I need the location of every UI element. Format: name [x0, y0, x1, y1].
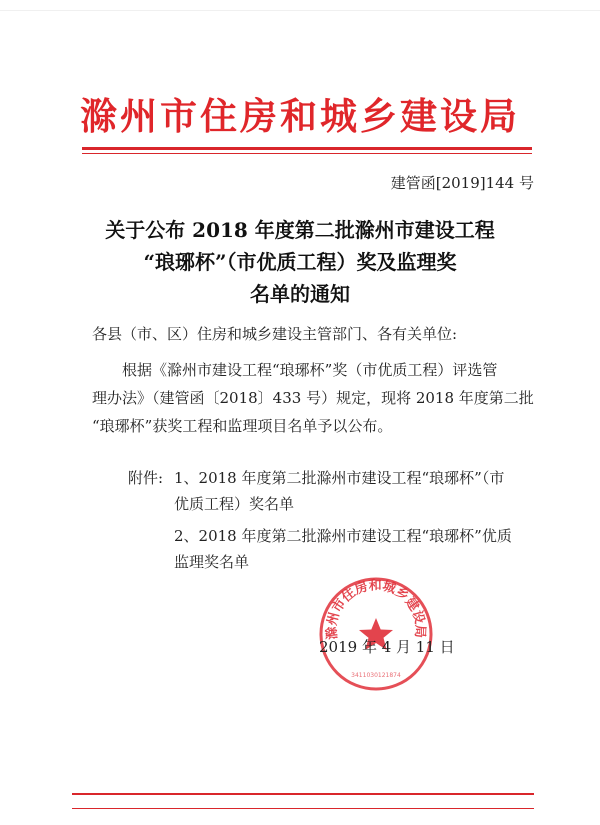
organization-header: 滁州市住房和城乡建设局 [80, 95, 520, 138]
addressee: 各县（市、区）住房和城乡建设主管部门、各有关单位: [92, 325, 458, 343]
title-line-1: 关于公布 2018 年度第二批滁州市建设工程 [105, 218, 495, 242]
title-line-2: “琅琊杯”（市优质工程）奖及监理奖 [143, 250, 457, 274]
attachments-list [128, 465, 512, 575]
attachment-item-1: 1、2018 年度第二批滁州市建设工程“琅琊杯”（市 [174, 469, 505, 487]
signature-date: 2019 年 4 月 11 日 [319, 638, 455, 656]
page-edge-line [0, 10, 600, 11]
paragraph-line-2: 理办法》（建管函〔2018〕433 号）规定，现将 2018 年度第二批 [92, 389, 534, 407]
attachment-item-2-cont: 监理奖名单 [174, 553, 250, 571]
attachment-item-1-cont: 优质工程）奖名单 [174, 495, 295, 513]
attachment-item-2: 2、2018 年度第二批滁州市建设工程“琅琊杯”优质 [174, 527, 512, 545]
seal-code: 3411030121874 [351, 672, 401, 679]
notice-paragraph [92, 356, 542, 440]
paragraph-line-1: 根据《滁州市建设工程“琅琊杯”奖（市优质工程）评选管 [122, 361, 498, 379]
attachments-label: 附件: [128, 469, 164, 487]
header-red-rule-thin [82, 153, 532, 154]
paragraph-line-3: “琅琊杯”获奖工程和监理项目名单予以公布。 [92, 417, 393, 435]
seal-text: 滁州市住房和城乡建设局 [324, 578, 428, 641]
document-title [60, 214, 540, 310]
official-seal [316, 574, 436, 694]
title-line-3: 名单的通知 [250, 282, 350, 306]
footer-red-rule [72, 793, 534, 795]
document-number: 建管函[2019]144 号 [390, 174, 534, 192]
header-red-rule [82, 147, 532, 150]
footer-red-rule-thin [72, 808, 534, 809]
